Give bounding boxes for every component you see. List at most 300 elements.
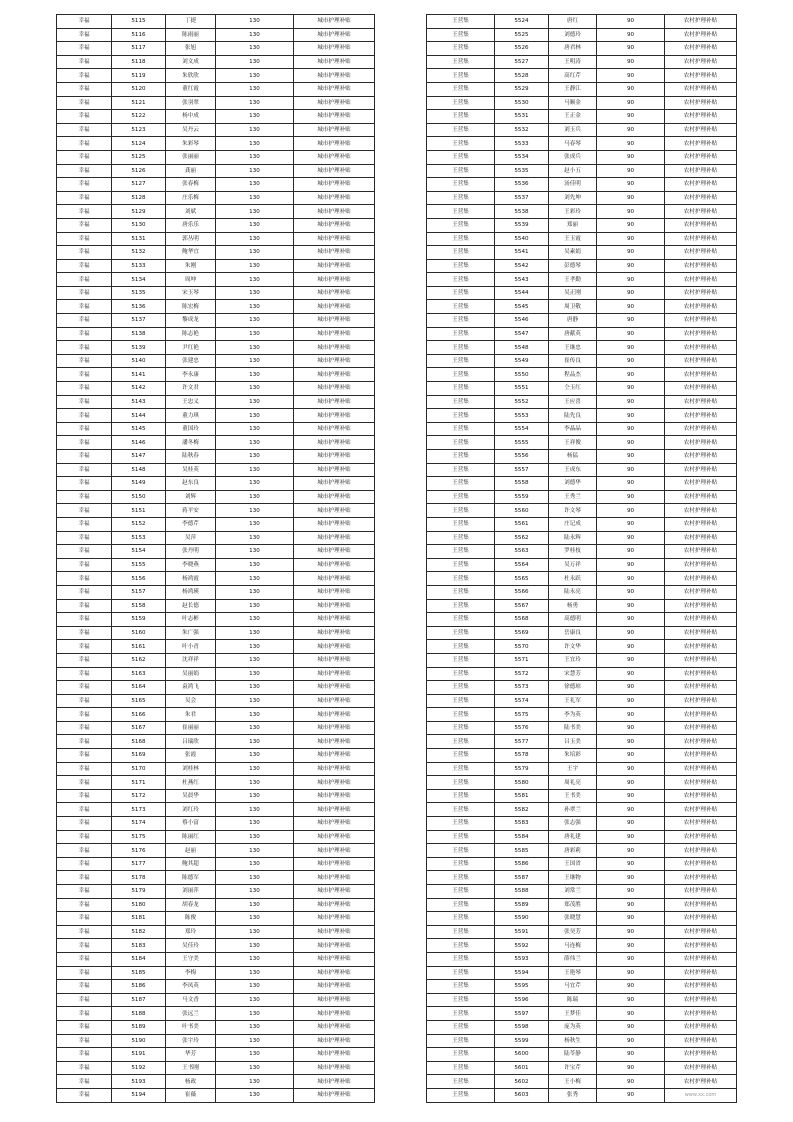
table-row	[57, 42, 375, 56]
village-cell: 幸福	[57, 82, 112, 96]
serial-number-cell: 5597	[495, 1007, 549, 1021]
serial-number-cell: 5534	[495, 150, 549, 164]
table-row	[427, 422, 737, 436]
category-cell: 城市护理补贴	[294, 735, 375, 749]
amount-cell: 90	[597, 898, 665, 912]
name-cell: 刘文成	[166, 55, 216, 69]
serial-number-cell: 5602	[495, 1075, 549, 1089]
serial-number-cell: 5525	[495, 28, 549, 42]
name-cell: 吴正刚	[549, 286, 597, 300]
category-cell: 城市护理补贴	[294, 273, 375, 287]
name-cell: 张丹明	[166, 545, 216, 559]
table-row	[57, 463, 375, 477]
serial-number-cell: 5526	[495, 42, 549, 56]
amount-cell: 90	[597, 721, 665, 735]
name-cell: 薛伟兰	[549, 952, 597, 966]
village-cell: 幸福	[57, 15, 112, 29]
village-cell: 王营集	[427, 912, 495, 926]
name-cell: 唐君林	[549, 42, 597, 56]
category-cell: 城市护理补贴	[294, 1088, 375, 1102]
table-row	[57, 218, 375, 232]
serial-number-cell: 5524	[495, 15, 549, 29]
amount-cell: 90	[597, 123, 665, 137]
table-row	[57, 667, 375, 681]
category-cell: 农村护理补贴	[665, 1061, 737, 1075]
serial-number-cell: 5593	[495, 952, 549, 966]
table-row	[57, 912, 375, 926]
village-cell: 王营集	[427, 993, 495, 1007]
category-cell: 城市护理补贴	[294, 422, 375, 436]
category-cell: 农村护理补贴	[665, 721, 737, 735]
serial-number-cell: 5116	[112, 28, 166, 42]
category-cell: 城市护理补贴	[294, 96, 375, 110]
village-cell: 王营集	[427, 817, 495, 831]
serial-number-cell: 5141	[112, 368, 166, 382]
table-row	[427, 382, 737, 396]
category-cell: 农村护理补贴	[665, 96, 737, 110]
category-cell: 农村护理补贴	[665, 395, 737, 409]
serial-number-cell: 5151	[112, 504, 166, 518]
table-row	[57, 82, 375, 96]
name-cell: 唐礼建	[549, 830, 597, 844]
category-cell: 城市护理补贴	[294, 980, 375, 994]
amount-cell: 90	[597, 205, 665, 219]
category-cell: 城市护理补贴	[294, 382, 375, 396]
village-cell: 幸福	[57, 749, 112, 763]
category-cell: 农村护理补贴	[665, 653, 737, 667]
category-cell: 城市护理补贴	[294, 42, 375, 56]
village-cell: 幸福	[57, 912, 112, 926]
amount-cell: 90	[597, 681, 665, 695]
name-cell: 陆先良	[549, 409, 597, 423]
amount-cell: 130	[216, 749, 294, 763]
amount-cell: 130	[216, 286, 294, 300]
table-row	[57, 259, 375, 273]
serial-number-cell: 5129	[112, 205, 166, 219]
village-cell: 王营集	[427, 681, 495, 695]
amount-cell: 130	[216, 382, 294, 396]
village-cell: 王营集	[427, 354, 495, 368]
serial-number-cell: 5136	[112, 300, 166, 314]
village-cell: 幸福	[57, 667, 112, 681]
name-cell: 郑丽	[549, 218, 597, 232]
serial-number-cell: 5173	[112, 803, 166, 817]
table-row	[427, 545, 737, 559]
name-cell: 王继物	[549, 871, 597, 885]
village-cell: 幸福	[57, 314, 112, 328]
village-cell: 幸福	[57, 939, 112, 953]
table-row	[427, 368, 737, 382]
amount-cell: 130	[216, 939, 294, 953]
category-cell: 农村护理补贴	[665, 545, 737, 559]
category-cell: 城市护理补贴	[294, 137, 375, 151]
table-row	[57, 871, 375, 885]
village-cell: 幸福	[57, 681, 112, 695]
serial-number-cell: 5145	[112, 422, 166, 436]
amount-cell: 130	[216, 341, 294, 355]
village-cell: 幸福	[57, 164, 112, 178]
category-cell: 城市护理补贴	[294, 1061, 375, 1075]
name-cell: 马春琴	[549, 137, 597, 151]
category-cell: 农村护理补贴	[665, 137, 737, 151]
serial-number-cell: 5126	[112, 164, 166, 178]
table-row	[57, 191, 375, 205]
table-row	[427, 150, 737, 164]
amount-cell: 130	[216, 912, 294, 926]
category-cell: 城市护理补贴	[294, 354, 375, 368]
table-row	[427, 993, 737, 1007]
amount-cell: 130	[216, 803, 294, 817]
category-cell: 农村护理补贴	[665, 952, 737, 966]
amount-cell: 90	[597, 191, 665, 205]
table-row	[57, 1007, 375, 1021]
amount-cell: 130	[216, 218, 294, 232]
amount-cell: 90	[597, 96, 665, 110]
category-cell: 城市护理补贴	[294, 69, 375, 83]
name-cell: 董力琪	[166, 409, 216, 423]
amount-cell: 130	[216, 450, 294, 464]
table-row	[427, 409, 737, 423]
amount-cell: 130	[216, 762, 294, 776]
category-cell: 城市护理补贴	[294, 110, 375, 124]
table-row	[427, 694, 737, 708]
village-cell: 幸福	[57, 354, 112, 368]
village-cell: 王营集	[427, 517, 495, 531]
amount-cell: 90	[597, 218, 665, 232]
table-row	[57, 178, 375, 192]
table-row	[427, 817, 737, 831]
category-cell: 城市护理补贴	[294, 504, 375, 518]
category-cell: 农村护理补贴	[665, 286, 737, 300]
table-row	[57, 613, 375, 627]
serial-number-cell: 5176	[112, 844, 166, 858]
table-row	[427, 681, 737, 695]
village-cell: 王营集	[427, 531, 495, 545]
amount-cell: 90	[597, 164, 665, 178]
serial-number-cell: 5166	[112, 708, 166, 722]
amount-cell: 130	[216, 735, 294, 749]
amount-cell: 90	[597, 749, 665, 763]
table-row	[57, 150, 375, 164]
amount-cell: 90	[597, 137, 665, 151]
amount-cell: 90	[597, 762, 665, 776]
category-cell: 城市护理补贴	[294, 993, 375, 1007]
table-row	[427, 205, 737, 219]
name-cell: 李永康	[166, 368, 216, 382]
amount-cell: 130	[216, 925, 294, 939]
village-cell: 幸福	[57, 898, 112, 912]
name-cell: 岳康良	[549, 626, 597, 640]
amount-cell: 130	[216, 694, 294, 708]
village-cell: 幸福	[57, 137, 112, 151]
village-cell: 王营集	[427, 246, 495, 260]
name-cell: 罗桂枝	[549, 545, 597, 559]
village-cell: 幸福	[57, 857, 112, 871]
table-row	[57, 721, 375, 735]
table-row	[57, 137, 375, 151]
village-cell: 王营集	[427, 150, 495, 164]
amount-cell: 90	[597, 1088, 665, 1102]
name-cell: 孙翠兰	[549, 803, 597, 817]
table-row	[427, 912, 737, 926]
village-cell: 王营集	[427, 803, 495, 817]
table-row	[427, 42, 737, 56]
amount-cell: 90	[597, 55, 665, 69]
village-cell: 王营集	[427, 395, 495, 409]
name-cell: 李梅	[166, 966, 216, 980]
table-row	[57, 844, 375, 858]
village-cell: 王营集	[427, 436, 495, 450]
table-row	[57, 246, 375, 260]
serial-number-cell: 5548	[495, 341, 549, 355]
serial-number-cell: 5181	[112, 912, 166, 926]
category-cell: 城市护理补贴	[294, 681, 375, 695]
village-cell: 王营集	[427, 477, 495, 491]
amount-cell: 90	[597, 382, 665, 396]
amount-cell: 90	[597, 450, 665, 464]
name-cell: 陆永亮	[549, 585, 597, 599]
table-row	[427, 1034, 737, 1048]
name-cell: 高红芹	[549, 69, 597, 83]
name-cell: 吴晨华	[166, 789, 216, 803]
amount-cell: 130	[216, 314, 294, 328]
serial-number-cell: 5560	[495, 504, 549, 518]
serial-number-cell: 5122	[112, 110, 166, 124]
category-cell: 城市护理补贴	[294, 749, 375, 763]
village-cell: 幸福	[57, 545, 112, 559]
category-cell: 城市护理补贴	[294, 450, 375, 464]
table-row	[57, 939, 375, 953]
category-cell: 农村护理补贴	[665, 1075, 737, 1089]
category-cell: 城市护理补贴	[294, 545, 375, 559]
category-cell: 城市护理补贴	[294, 463, 375, 477]
name-cell: 王梦佳	[549, 1007, 597, 1021]
serial-number-cell: 5531	[495, 110, 549, 124]
table-row	[427, 558, 737, 572]
name-cell: 唐乐乐	[166, 218, 216, 232]
amount-cell: 90	[597, 545, 665, 559]
category-cell: 城市护理补贴	[294, 1007, 375, 1021]
amount-cell: 130	[216, 993, 294, 1007]
table-row	[57, 327, 375, 341]
table-row	[57, 164, 375, 178]
village-cell: 幸福	[57, 218, 112, 232]
name-cell: 王守美	[166, 952, 216, 966]
amount-cell: 130	[216, 626, 294, 640]
name-cell: 王孝勤	[549, 273, 597, 287]
name-cell: 李晶晶	[549, 422, 597, 436]
amount-cell: 90	[597, 830, 665, 844]
name-cell: 杨鸿霞	[166, 572, 216, 586]
serial-number-cell: 5583	[495, 817, 549, 831]
category-cell: 城市护理补贴	[294, 205, 375, 219]
amount-cell: 130	[216, 463, 294, 477]
serial-number-cell: 5132	[112, 246, 166, 260]
table-row	[427, 490, 737, 504]
serial-number-cell: 5185	[112, 966, 166, 980]
village-cell: 王营集	[427, 450, 495, 464]
name-cell: 杨鸿瑛	[166, 585, 216, 599]
table-row	[427, 1020, 737, 1034]
village-cell: 王营集	[427, 137, 495, 151]
name-cell: 吴素娟	[549, 246, 597, 260]
name-cell: 王玉霞	[549, 232, 597, 246]
village-cell: 幸福	[57, 735, 112, 749]
table-row	[427, 69, 737, 83]
serial-number-cell: 5184	[112, 952, 166, 966]
amount-cell: 130	[216, 776, 294, 790]
name-cell: 王宇	[549, 762, 597, 776]
serial-number-cell: 5578	[495, 749, 549, 763]
village-cell: 幸福	[57, 1020, 112, 1034]
amount-cell: 130	[216, 721, 294, 735]
serial-number-cell: 5577	[495, 735, 549, 749]
amount-cell: 130	[216, 150, 294, 164]
table-row	[427, 1088, 737, 1102]
village-cell: 王营集	[427, 708, 495, 722]
category-cell: 城市护理补贴	[294, 300, 375, 314]
serial-number-cell: 5543	[495, 273, 549, 287]
village-cell: 幸福	[57, 776, 112, 790]
serial-number-cell: 5154	[112, 545, 166, 559]
serial-number-cell: 5530	[495, 96, 549, 110]
table-row	[427, 721, 737, 735]
category-cell: 城市护理补贴	[294, 314, 375, 328]
village-cell: 幸福	[57, 613, 112, 627]
amount-cell: 130	[216, 69, 294, 83]
name-cell: 刘红玲	[166, 803, 216, 817]
village-cell: 王营集	[427, 898, 495, 912]
serial-number-cell: 5138	[112, 327, 166, 341]
category-cell: 农村护理补贴	[665, 966, 737, 980]
village-cell: 幸福	[57, 531, 112, 545]
village-cell: 幸福	[57, 110, 112, 124]
category-cell: 城市护理补贴	[294, 55, 375, 69]
village-cell: 王营集	[427, 776, 495, 790]
amount-cell: 90	[597, 844, 665, 858]
amount-cell: 130	[216, 613, 294, 627]
serial-number-cell: 5582	[495, 803, 549, 817]
amount-cell: 130	[216, 368, 294, 382]
amount-cell: 130	[216, 871, 294, 885]
name-cell: 唐红	[549, 15, 597, 29]
table-row	[427, 477, 737, 491]
amount-cell: 130	[216, 15, 294, 29]
village-cell: 王营集	[427, 259, 495, 273]
serial-number-cell: 5128	[112, 191, 166, 205]
serial-number-cell: 5115	[112, 15, 166, 29]
amount-cell: 90	[597, 232, 665, 246]
category-cell: 城市护理补贴	[294, 898, 375, 912]
name-cell: 周坤	[166, 273, 216, 287]
amount-cell: 130	[216, 354, 294, 368]
serial-number-cell: 5565	[495, 572, 549, 586]
serial-number-cell: 5586	[495, 857, 549, 871]
village-cell: 王营集	[427, 218, 495, 232]
table-row	[427, 749, 737, 763]
serial-number-cell: 5596	[495, 993, 549, 1007]
village-cell: 王营集	[427, 694, 495, 708]
table-row	[57, 123, 375, 137]
serial-number-cell: 5133	[112, 259, 166, 273]
table-row	[427, 776, 737, 790]
amount-cell: 90	[597, 42, 665, 56]
village-cell: 幸福	[57, 626, 112, 640]
amount-cell: 90	[597, 300, 665, 314]
table-row	[427, 517, 737, 531]
category-cell: 农村护理补贴	[665, 776, 737, 790]
amount-cell: 130	[216, 585, 294, 599]
category-cell: 农村护理补贴	[665, 273, 737, 287]
serial-number-cell: 5125	[112, 150, 166, 164]
name-cell: 张成兵	[549, 150, 597, 164]
serial-number-cell: 5595	[495, 980, 549, 994]
amount-cell: 90	[597, 572, 665, 586]
serial-number-cell: 5536	[495, 178, 549, 192]
serial-number-cell: 5559	[495, 490, 549, 504]
amount-cell: 90	[597, 952, 665, 966]
name-cell: 陈瑞	[549, 993, 597, 1007]
amount-cell: 90	[597, 504, 665, 518]
category-cell: 城市护理补贴	[294, 1048, 375, 1062]
village-cell: 幸福	[57, 246, 112, 260]
amount-cell: 130	[216, 110, 294, 124]
amount-cell: 90	[597, 1075, 665, 1089]
serial-number-cell: 5529	[495, 82, 549, 96]
village-cell: 幸福	[57, 28, 112, 42]
amount-cell: 130	[216, 708, 294, 722]
name-cell: 吕瑞欣	[166, 735, 216, 749]
amount-cell: 130	[216, 1061, 294, 1075]
village-cell: 王营集	[427, 205, 495, 219]
table-row	[57, 96, 375, 110]
village-cell: 王营集	[427, 286, 495, 300]
serial-number-cell: 5179	[112, 885, 166, 899]
village-cell: 幸福	[57, 259, 112, 273]
amount-cell: 90	[597, 653, 665, 667]
village-cell: 幸福	[57, 490, 112, 504]
right-subsidy-table	[426, 14, 737, 1103]
serial-number-cell: 5168	[112, 735, 166, 749]
village-cell: 幸福	[57, 721, 112, 735]
name-cell: 陆苓静	[549, 1048, 597, 1062]
amount-cell: 90	[597, 422, 665, 436]
name-cell: 崔传良	[549, 354, 597, 368]
serial-number-cell: 5180	[112, 898, 166, 912]
amount-cell: 90	[597, 993, 665, 1007]
category-cell: 农村护理补贴	[665, 885, 737, 899]
village-cell: 王营集	[427, 545, 495, 559]
category-cell: 农村护理补贴	[665, 912, 737, 926]
amount-cell: 130	[216, 980, 294, 994]
category-cell: 农村护理补贴	[665, 1048, 737, 1062]
table-row	[57, 640, 375, 654]
village-cell: 幸福	[57, 844, 112, 858]
category-cell: 农村护理补贴	[665, 314, 737, 328]
category-cell: 农村护理补贴	[665, 585, 737, 599]
village-cell: 幸福	[57, 286, 112, 300]
amount-cell: 130	[216, 531, 294, 545]
category-cell: 城市护理补贴	[294, 966, 375, 980]
category-cell: 农村护理补贴	[665, 667, 737, 681]
category-cell: 农村护理补贴	[665, 993, 737, 1007]
name-cell: 陈志艳	[166, 327, 216, 341]
category-cell: 农村护理补贴	[665, 354, 737, 368]
serial-number-cell: 5575	[495, 708, 549, 722]
category-cell: 农村护理补贴	[665, 463, 737, 477]
amount-cell: 130	[216, 137, 294, 151]
category-cell: 城市护理补贴	[294, 952, 375, 966]
